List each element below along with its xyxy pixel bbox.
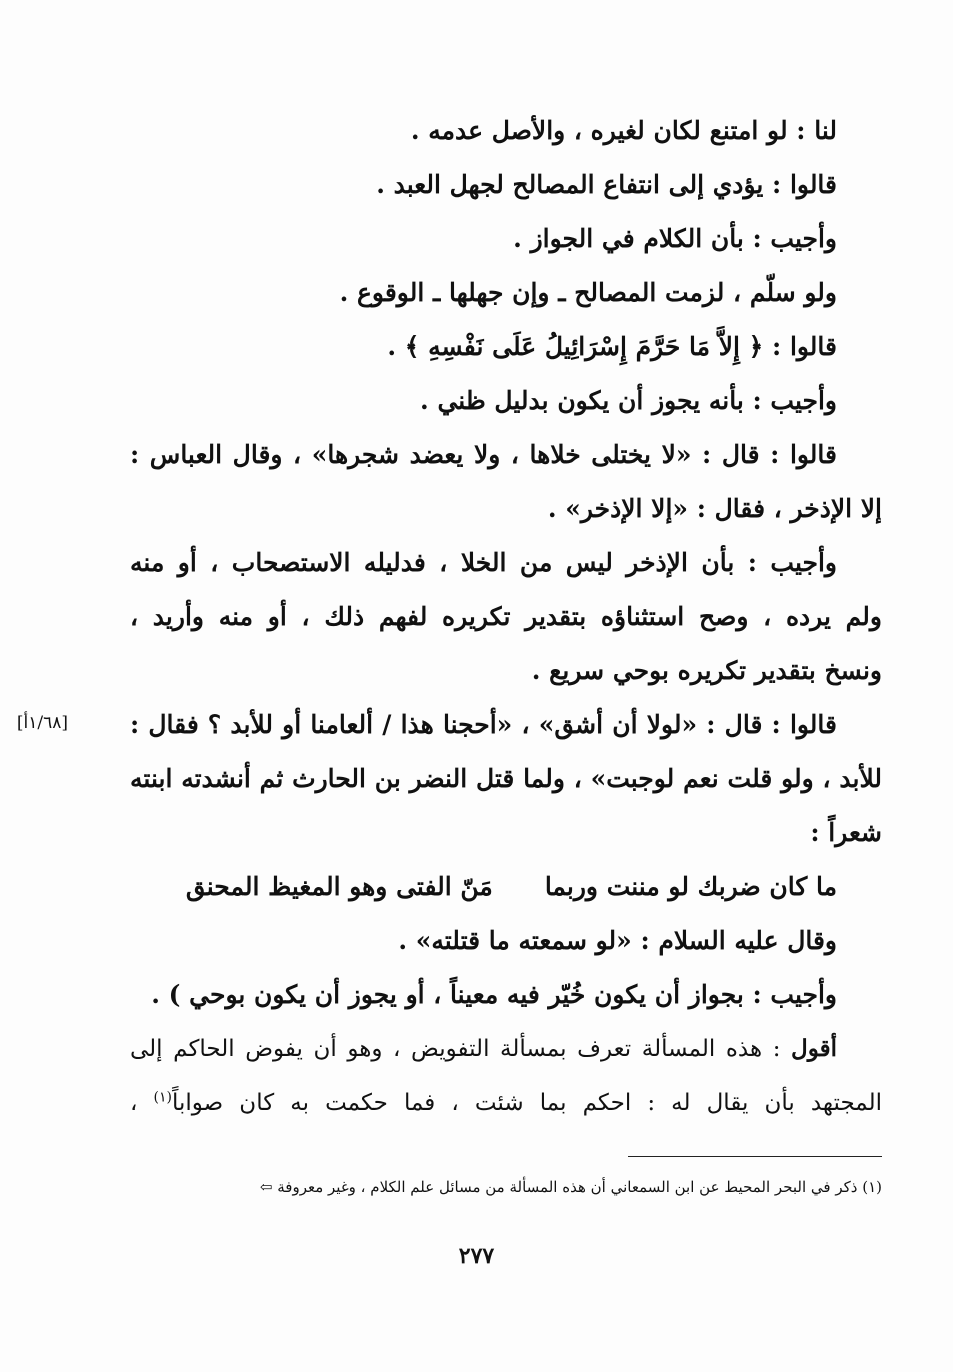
text-line: قالوا : قال : «لا يختلى خلاها ، ولا يعضد شجرها» ، وقال العباس : — [130, 440, 837, 469]
verse-hemistich-first: ما كان ضربك لو مننت وربما — [544, 872, 837, 901]
commentary-line — [130, 1076, 882, 1130]
text-line: وأجيب : بأن الكلام في الجواز . — [513, 224, 837, 253]
main-text — [130, 104, 882, 1130]
footnote-separator — [628, 1156, 882, 1157]
commentary-label: أقول — [791, 1035, 837, 1062]
text-line: قالوا : يؤدي إلى انتفاع المصالح لجهل العبد . — [376, 170, 837, 199]
text-line: ونسخ بتقدير تكريره بوحي سريع . — [531, 656, 882, 685]
text-line: إلا الإذخر ، فقال : «إلا الإذخر» . — [547, 494, 882, 523]
commentary-line — [130, 1022, 882, 1076]
text-line: وأجيب : بأن الإذخر ليس من الخلا ، فدليله الاستصحاب ، أو منه — [130, 548, 837, 577]
text-line: وأجيب : بجواز أن يكون خُيّر فيه معيناً ، أو يجوز أن يكون بوحي ) . — [151, 980, 837, 1009]
text-line: شعراً : — [810, 818, 882, 847]
text-line: ولم يرده ، وصح استثناؤه بتقدير تكريره لفهم ذلك ، أو منه وأريد ، — [130, 602, 882, 631]
poem-verse — [130, 860, 882, 914]
page-number: ٢٧٧ — [458, 1243, 495, 1269]
verse-hemistich-second: مَنّ الفتى وهو المغيظ المحنق — [185, 872, 493, 901]
manuscript-folio-reference: [١/٦٨أ] — [16, 713, 68, 733]
text-line: قالوا : ﴿ إِلاَّ مَا حَرَّمَ إِسْرَائِيلُ عَلَى نَفْسِهِ ﴾ . — [387, 332, 837, 361]
footnote: (١) ذكر في البحر المحيط عن ابن السمعاني أن هذه المسألة من مسائل علم الكلام ، وغير معروفة ⇦ — [259, 1178, 882, 1196]
text-line: وأجيب : بأنه يجوز أن يكون بدليل ظني . — [420, 386, 837, 415]
commentary-text: : هذه المسألة تعرف بمسألة التفويض ، وهو أن يفوض الحاكم إلى — [130, 1036, 792, 1062]
text-line: للأبد ، ولو قلت نعم لوجبت» ، ولما قتل النضر بن الحارث ثم أنشدته ابنته — [130, 764, 882, 793]
text-line: لنا : لو امتنع لكان لغيره ، والأصل عدمه . — [410, 116, 837, 145]
commentary-text-end: ، — [130, 1090, 154, 1116]
text-line: وقال عليه السلام : «لو سمعته ما قتلته» . — [398, 926, 837, 955]
commentary-text: المجتهد بأن يقال له : احكم بما شئت ، فما حكمت به كان صواباً — [172, 1090, 882, 1116]
text-line: قالوا : قال : «لولا أن أشق» ، «أحجنا هذا / ألعامنا أو للأبد ؟ فقال : — [130, 710, 837, 739]
text-line: ولو سلّم ، لزمت المصالح ـ وإن جهلها ـ الوقوع . — [339, 278, 837, 307]
footnote-marker[interactable]: (١) — [153, 1089, 172, 1106]
